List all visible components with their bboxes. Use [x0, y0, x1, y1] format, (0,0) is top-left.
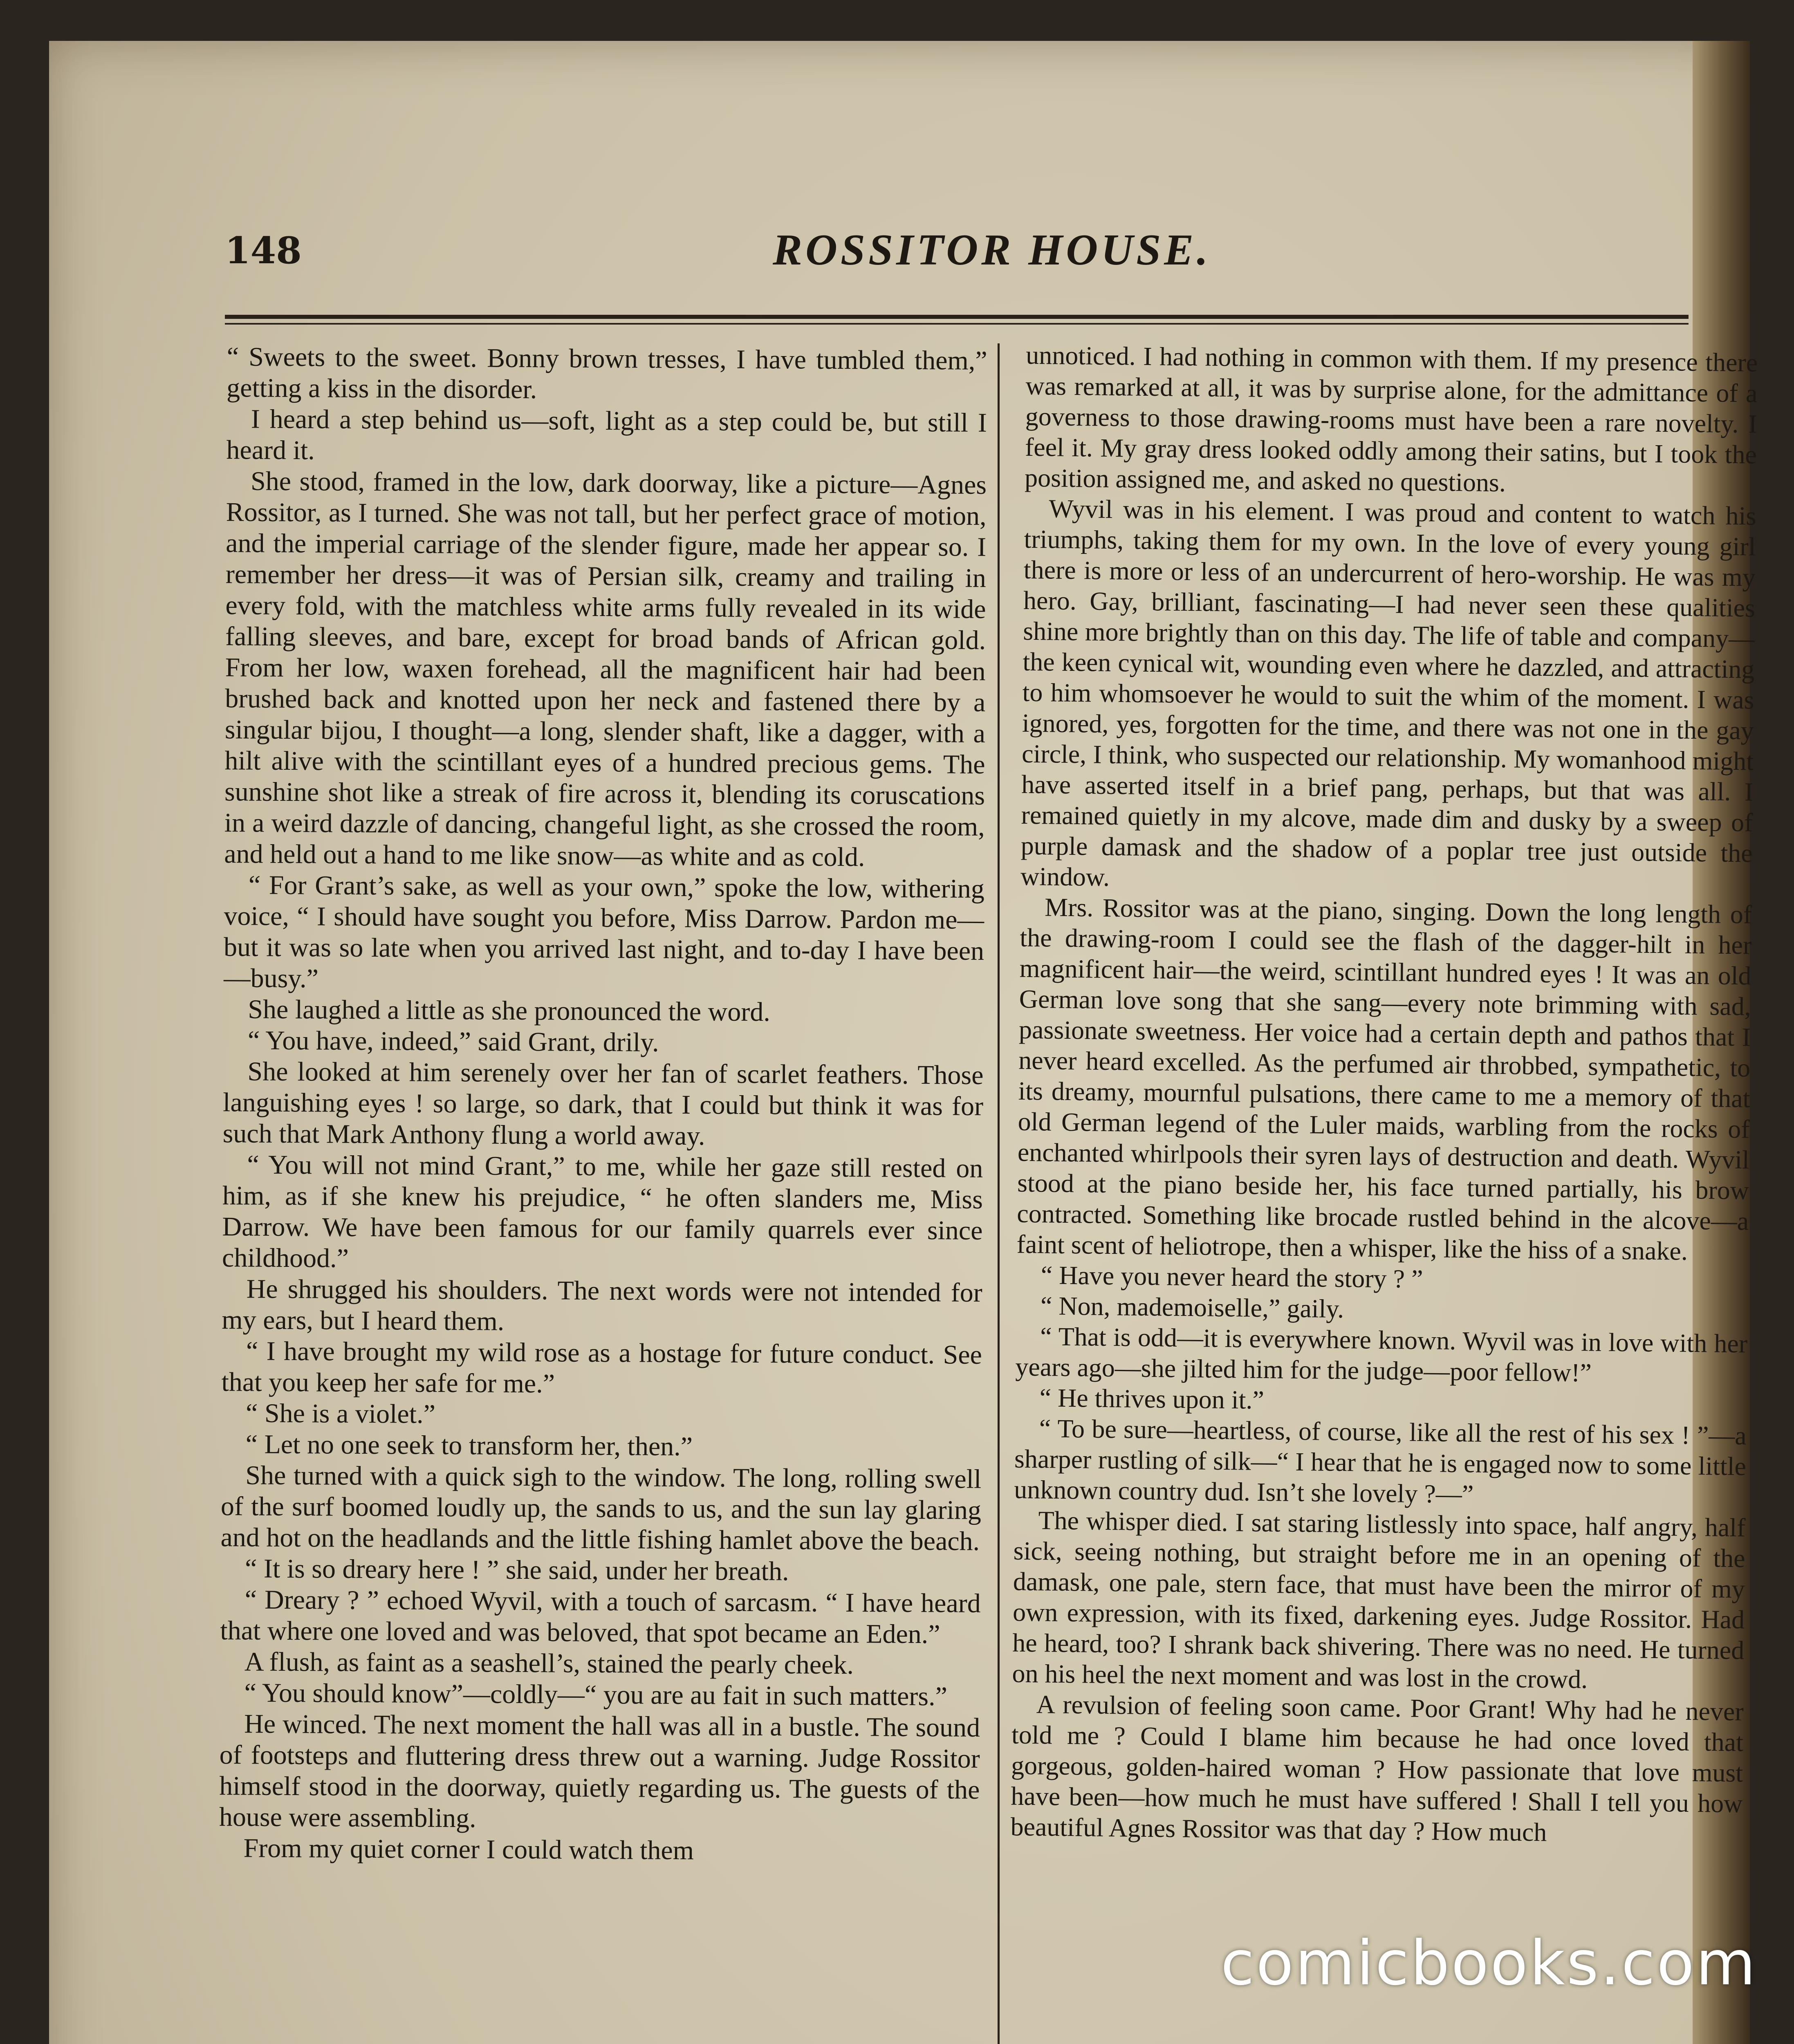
left-column — [215, 341, 987, 2044]
paragraph: Wyvil was in his element. I was proud and content to watch his triumphs, taking them for my own. In the love of every young girl there is more or less of an undercurrent of hero-worship. He was my hero. Gay, brilliant, fascinating—I had never seen these qualities shine more brightly than on this day. The life of table and company—the keen cynical wit, wounding even where he dazzled, and attracting to him whomsoever he would to suit the whim of the moment. I was ignored, yes, forgotten for the time, and there was not one in the gay circle, I think, who suspected our relationship. My womanhood might have asserted itself in a brief pang, perhaps, but that was all. I remained quietly in my alcove, made dim and dusky by a sweep of purple damask and the shadow of a poplar tree just outside the window. — [1020, 494, 1756, 892]
paragraph: “ Let no one seek to transform her, then.” — [245, 1429, 693, 1462]
paragraph: unnoticed. I had nothing in common with them. If my presence there was remarked at all, it was by surprise alone, for the admittance of a governess to those drawing-rooms must have been a rare novelty. I feel it. My gray dress looked oddly among their satins, but I took the position assigned me, and asked no questions. — [1024, 340, 1758, 498]
book-page — [49, 41, 1758, 2044]
paragraph: “ You have, indeed,” said Grant, drily. — [247, 1025, 659, 1058]
page-header — [225, 221, 1701, 303]
paragraph: She stood, framed in the low, dark doorway, like a picture—Agnes Rossitor, as I turned. She was not tall, but her perfect grace of motion, and the imperial carriage of the slender figure, made her appear so. I remember her dress—it was of Persian silk, creamy and trailing in every fold, with the matchless white arms fully revealed in its wide falling sleeves, and bare, except for broad bands of African gold. From her low, waxen forehead, all the magnificent hair had been brushed back and knotted upon her neck and fastened there by a singular bijou, I thought—a long, slender shaft, like a dagger, with a hilt alive with the scintillant eyes of a hundred precious gems. The sunshine shot like a streak of fire across it, blending its coruscations in a weird dazzle of dancing, changeful light, as she crossed the room, and held out a hand to me like snow—as white and as cold. — [224, 466, 987, 872]
header-rule — [225, 315, 1689, 325]
paragraph: From my quiet corner I could watch them — [243, 1833, 694, 1866]
paragraph: He shrugged his shoulders. The next words were not intended for my ears, but I heard them. — [222, 1274, 982, 1336]
paragraph: “ To be sure—heartless, of course, like all the rest of his sex ! ”—a sharper rustling of silk—“ I hear that he is engaged now to some little unknown country dud. Isn’t she lovely ?—” — [1014, 1414, 1747, 1509]
paragraph: Mrs. Rossitor was at the piano, singing. Down the long length of the drawing-room I could see the flash of the dagger-hilt in her magnificent hair—the weird, scintillant hundred eyes ! It was an old German love song that she sang—every note brimming with sad, passionate sweetness. Her voice had a certain depth and pathos that I never heard excelled. As the perfumed air throbbed, sympathetic, to its dreamy, mournful pulsations, there came to me a memory of that old German legend of the Luler maids, warbling from the rocks of enchanted whirlpools their syren lays of destruction and death. Wyvil stood at the piano beside her, his face turned partially, his brow contracted. Something like brocade rustled behind in the alcove—a faint scent of heliotrope, then a whisper, like the hiss of a snake. — [1016, 892, 1752, 1266]
paragraph: “ Sweets to the sweet. Bonny brown tresses, I have tumbled them,” getting a kiss in the disorder. — [226, 342, 987, 405]
watermark: comicbooks.com — [1220, 1928, 1757, 1999]
paragraph: “ For Grant’s sake, as well as your own,” spoke the low, withering voice, “ I should have sought you before, Miss Darrow. Pardon me—but it was so late when you arrived last night, and to-day I have been—busy.” — [223, 870, 985, 994]
paragraph: I heard a step behind us—soft, light as a step could be, but still I heard it. — [226, 404, 987, 466]
paragraph: She laughed a little as she pronounced the word. — [248, 994, 771, 1027]
paragraph: “ You should know”—coldly—“ you are au fait in such matters.” — [244, 1678, 948, 1712]
paragraph: A flush, as faint as a seashell’s, stained the pearly cheek. — [244, 1647, 854, 1680]
right-column — [1002, 340, 1758, 2044]
paragraph: “ It is so dreary here ! ” she said, under her breath. — [244, 1553, 789, 1587]
paragraph: She looked at him serenely over her fan of scarlet feathers. Those languishing eyes ! so large, so dark, that I could but think it was for such that Mark Anthony flung a world away. — [222, 1056, 984, 1151]
column-divider — [998, 343, 1000, 2044]
paragraph: A revulsion of feeling soon came. Poor Grant! Why had he never told me ? Could I blame him because he had once loved that gorgeous, golden-haired woman ? How passionate that love must have been—how much he must have suffered ! Shall I tell you how beautiful Agnes Rossitor was that day ? How much — [1010, 1690, 1744, 1847]
paragraph: She turned with a quick sigh to the window. The long, rolling swell of the surf boomed loudly up, the sands to us, and the sun lay glaring and hot on the headlands and the little fishing hamlet above the beach. — [220, 1460, 982, 1556]
paragraph: He winced. The next moment the hall was all in a bustle. The sound of footsteps and fluttering dress threw out a warning. Judge Rossitor himself stood in the doorway, quietly regarding us. The guests of the house were assembling. — [219, 1709, 980, 1833]
paragraph: “ He thrives upon it.” — [1039, 1383, 1265, 1415]
paragraph: “ Non, mademoiselle,” gaily. — [1040, 1291, 1344, 1324]
paragraph: “ I have brought my wild rose as a hostage for future conduct. See that you keep her safe for me.” — [221, 1336, 982, 1399]
running-title: ROSSITOR HOUSE. — [773, 226, 1211, 274]
paragraph: “ Have you never heard the story ? ” — [1041, 1260, 1423, 1294]
paragraph: “ She is a violet.” — [245, 1398, 436, 1429]
paragraph: “ You will not mind Grant,” to me, while her gaze still rested on him, as if she knew his prejudice, “ he often slanders me, Miss Darrow. We have been famous for our family quarrels ever since childhood.” — [222, 1150, 983, 1273]
paragraph: “ Dreary ? ” echoed Wyvil, with a touch of sarcasm. “ I have heard that where one loved and was beloved, that spot became an Eden.” — [220, 1585, 981, 1650]
paragraph: The whisper died. I sat staring listlessly into space, half angry, half sick, seeing nothing, but straight before me in an opening of the damask, one pale, stern face, that must have been the mirror of my own expression, with its fixed, darkening eyes. Judge Rossitor. Had he heard, too? I shrank back shivering. There was no need. He turned on his heel the next moment and was lost in the crowd. — [1012, 1506, 1746, 1694]
page-number: 148 — [225, 229, 302, 272]
paragraph: “ That is odd—it is everywhere known. Wyvil was in love with her years ago—she jilted him for the judge—poor fellow!” — [1015, 1322, 1748, 1387]
